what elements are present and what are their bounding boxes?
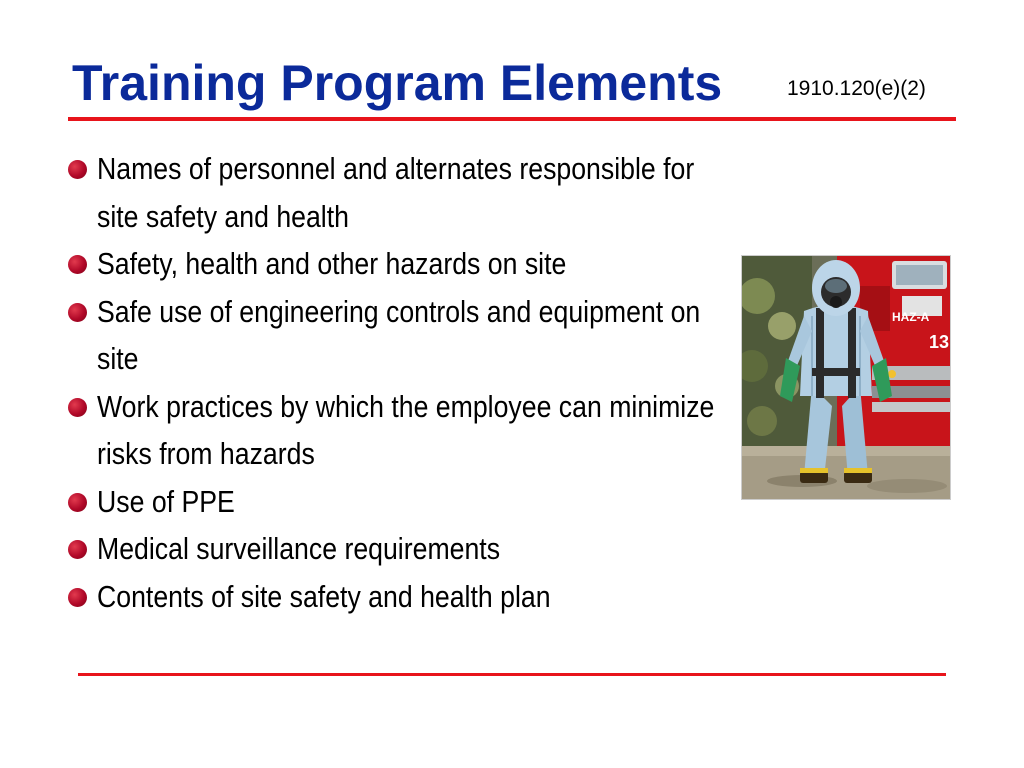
hazmat-worker-image — [742, 256, 951, 500]
bullet-dot-icon — [68, 398, 87, 417]
bullet-item — [66, 383, 726, 478]
bullet-text: Safe use of engineering controls and equipment on site — [97, 293, 701, 376]
bullet-text: Use of PPE — [97, 483, 235, 519]
bullet-text: Medical surveillance requirements — [97, 531, 501, 566]
footer-divider — [78, 673, 946, 676]
bullet-dot-icon — [68, 255, 87, 274]
bullet-item — [66, 240, 726, 288]
title-divider — [68, 117, 956, 121]
bullet-dot-icon — [68, 493, 87, 512]
bullet-item — [66, 145, 726, 240]
bullet-dot-icon — [68, 540, 87, 559]
bullet-item — [66, 525, 726, 573]
regulation-reference: 1910.120(e)(2) — [787, 77, 926, 100]
bullet-dot-icon — [68, 160, 87, 179]
bullet-item — [66, 288, 726, 383]
bullet-text: Contents of site safety and health plan — [97, 578, 551, 614]
hazmat-suit-photo — [741, 255, 951, 500]
bullet-text: Work practices by which the employee can minimize risks from hazards — [97, 388, 715, 471]
bullet-dot-icon — [68, 588, 87, 607]
slide-title: Training Program Elements — [72, 55, 723, 111]
bullet-dot-icon — [68, 303, 87, 322]
truck-number: 13 — [929, 332, 950, 352]
truck-marking: HAZ-A — [892, 310, 930, 324]
bullet-item — [66, 573, 726, 621]
bullet-item — [66, 478, 726, 526]
bullet-text: Names of personnel and alternates responsible for site safety and health — [97, 151, 695, 234]
bullet-text: Safety, health and other hazards on site — [97, 246, 567, 281]
bullet-list — [66, 145, 726, 620]
